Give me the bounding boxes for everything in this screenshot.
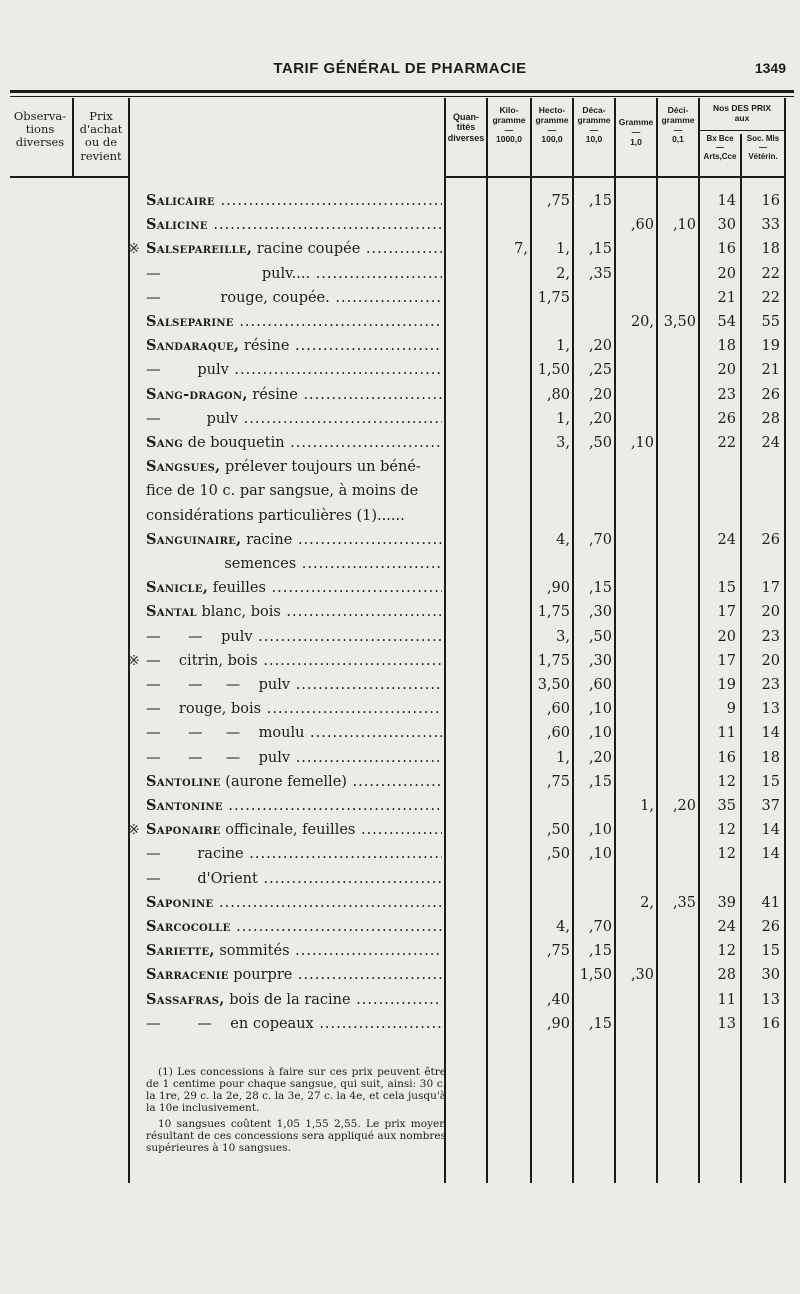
price-bx: 12 [717,943,736,960]
item-name-detail: semences [146,556,297,572]
price-soc: 13 [761,701,780,718]
item-name-detail: racine [241,531,293,548]
price-hecto: 1, [556,338,570,355]
price-hecto: ,40 [546,991,570,1008]
item-name [146,964,442,986]
price-deca: ,70 [588,531,612,548]
price-hecto: ,60 [546,701,570,718]
price-soc: 26 [761,919,780,935]
col-header-observations: Observa- tions diverses [13,109,67,150]
price-soc: 16 [761,1015,780,1032]
price-bx: 39 [717,894,736,911]
table-row [0,601,800,623]
price-soc: 55 [761,314,780,330]
item-name-detail: — — pulv [146,628,253,645]
price-hecto: 1,75 [537,604,570,621]
dot-leader [223,798,442,814]
table-row [0,771,800,793]
item-name-detail: racine coupée [252,241,361,258]
price-bx: 11 [717,725,736,742]
table-row [0,311,800,333]
item-name-detail: — — en copeaux [146,1015,314,1032]
item-name [146,916,442,938]
price-deca: ,60 [588,677,612,693]
dot-leader [244,846,442,862]
table-row [0,335,800,357]
item-name-detail: feuilles [208,580,266,597]
price-bx: 17 [717,604,736,621]
price-bx: 20 [717,362,736,379]
price-hecto: 1,75 [537,289,570,306]
col-header-hectogramme: Hecto- gramme — 100,0 [535,105,569,145]
price-deca: ,30 [588,604,612,621]
item-name-main: Sandaraque, [146,337,240,355]
table-row [0,359,800,381]
price-bx: 17 [717,652,736,669]
item-name [146,1013,442,1035]
price-soc: 17 [761,580,780,597]
price-soc: 19 [761,338,780,355]
item-name-main: Sangsues, [146,458,221,476]
item-name [146,698,442,720]
dot-leader [215,193,442,209]
price-soc: 26 [761,386,780,403]
item-name-detail: de bouquetin [183,435,285,451]
price-soc: 23 [761,677,780,693]
price-bx: 12 [717,822,736,839]
price-soc: 22 [761,289,780,306]
price-deca: ,15 [588,193,612,209]
table-row [0,843,800,865]
footnote-1: (1) Les concessions à faire sur ces prix peuvent être de 1 centime pour chaque sangsue, qui suit, ainsi: 30 c. la 1re, 29 c. la 2e, 28 c. la 3e, 27 c. la 4e, et cela jusqu'à la 10e inclusivement. [146,1066,446,1114]
table-row [0,795,800,817]
price-soc: 20 [761,652,780,669]
price-deca: ,20 [588,410,612,427]
item-name [146,577,442,599]
marker-icon: ※ [128,822,140,839]
item-name [146,214,442,236]
item-name-main: Salicine [146,216,208,234]
price-hecto: ,75 [546,193,570,209]
table-row [0,505,800,527]
item-name-detail: — — — moulu [146,725,305,742]
price-bx: 15 [717,580,736,597]
item-name [146,795,442,817]
dot-leader [238,411,442,427]
dot-leader [292,532,442,548]
price-deca: ,20 [588,749,612,766]
col-header-nos-des-prix: Nos DES PRIX aux [712,103,772,123]
item-name-detail: bois de la racine [224,991,351,1008]
item-name [146,432,442,454]
price-deci: 3,50 [663,314,696,330]
price-bx: 28 [717,967,736,984]
item-name-detail: prélever toujours un béné- [220,459,421,476]
table-row [0,432,800,454]
table-row [0,214,800,236]
price-hecto: ,50 [546,846,570,863]
dot-leader [347,774,442,790]
price-bx: 16 [717,241,736,258]
table-row [0,989,800,1011]
price-soc: 28 [761,410,780,427]
col-header-decigramme: Déci- gramme — 0,1 [661,105,695,145]
item-name [146,771,442,793]
dot-leader [310,266,442,282]
item-name [146,505,442,527]
price-deci: ,10 [672,217,696,234]
price-soc: 20 [761,604,780,621]
table-row [0,747,800,769]
price-soc: 23 [761,628,780,645]
item-name-detail: — — — pulv [146,749,291,766]
price-soc: 21 [761,362,780,379]
dot-leader [289,338,442,354]
price-gramme: 1, [640,798,654,814]
table-row [0,456,800,478]
table-row [0,819,800,841]
price-bx: 35 [717,798,736,814]
item-name [146,480,442,502]
price-hecto: ,75 [546,943,570,960]
col-header-bx: Bx Bce — Arts,Cce [703,134,737,162]
page-title: TARIF GÉNÉRAL DE PHARMACIE [273,60,527,77]
item-name-detail: — rouge, bois [146,701,262,718]
footnotes [146,1066,446,1158]
price-deca: ,10 [588,701,612,718]
item-name-main: Salsepareille, [146,240,253,258]
price-deca: ,30 [588,652,612,669]
item-name [146,940,442,962]
table-row [0,868,800,890]
item-name [146,601,442,623]
dot-leader [281,604,442,620]
dot-leader [304,725,442,741]
price-soc: 14 [761,725,780,742]
dot-leader [290,750,442,766]
price-deca: ,10 [588,822,612,839]
item-name [146,238,442,260]
price-bx: 22 [717,435,736,451]
item-name-detail: résine [247,386,298,403]
price-deca: ,20 [588,386,612,403]
item-name [146,529,442,551]
price-soc: 16 [761,193,780,209]
table-row [0,238,800,260]
dot-leader [208,217,442,233]
price-hecto: ,80 [546,386,570,403]
price-hecto: 4, [556,531,570,548]
dot-leader [213,895,442,911]
price-deca: ,35 [588,265,612,282]
price-bx: 30 [717,217,736,234]
item-name-main: Sariette, [146,942,215,960]
item-name [146,626,442,648]
price-bx: 19 [717,677,736,693]
dot-leader [360,241,442,257]
table-row [0,650,800,672]
col-header-quantites: Quan- tités diverses [447,112,485,143]
item-name-main: Sassafras, [146,990,225,1008]
price-soc: 41 [761,894,780,911]
price-soc: 22 [761,265,780,282]
price-bx: 18 [717,338,736,355]
price-deca: ,50 [588,628,612,645]
col-header-decagramme: Déca- gramme — 10,0 [577,105,611,145]
price-deca: ,25 [588,362,612,379]
col-header-gramme: Gramme — 1,0 [618,117,654,147]
table-row [0,190,800,212]
marker-icon: ※ [128,241,140,258]
price-soc: 37 [761,798,780,814]
price-soc: 26 [761,531,780,548]
price-deca: 1,50 [579,967,612,984]
dot-leader [234,314,442,330]
price-soc: 33 [761,217,780,234]
price-bx: 16 [717,749,736,766]
price-deca: ,70 [588,919,612,935]
header-divider-right [446,176,786,178]
table-row [0,1013,800,1035]
price-hecto: 1,75 [537,652,570,669]
dot-leader [285,435,442,451]
price-gramme: ,60 [630,217,654,234]
table-row [0,940,800,962]
price-deca: ,15 [588,773,612,790]
item-name-main: Sanguinaire, [146,530,242,548]
dot-leader [258,871,442,887]
item-name [146,408,442,430]
price-hecto: 3, [556,435,570,451]
table-row [0,408,800,430]
item-name [146,722,442,744]
item-name-detail: — d'Orient [146,870,258,887]
dot-leader [351,992,442,1008]
item-name-main: Santoline [146,772,221,790]
table-row [0,529,800,551]
price-hecto: ,90 [546,580,570,597]
item-name [146,989,442,1011]
item-name-main: Saponaire [146,821,221,839]
header-divider-left [10,176,130,178]
item-name-main: Salseparine [146,313,234,330]
item-name-main: Sang-dragon, [146,385,248,403]
price-hecto: ,75 [546,773,570,790]
dot-leader [229,362,442,378]
item-name [146,553,442,575]
price-deca: ,10 [588,725,612,742]
top-rule-thin [10,96,794,97]
item-name [146,287,442,309]
table-row [0,626,800,648]
table-row [0,263,800,285]
price-deca: ,50 [588,435,612,451]
item-name [146,868,442,890]
dot-leader [253,629,442,645]
price-soc: 13 [761,991,780,1008]
item-name [146,674,442,696]
price-bx: 12 [717,773,736,790]
price-soc: 15 [761,943,780,960]
item-name-detail: fice de 10 c. par sangsue, à moins de [146,483,419,500]
item-name-main: Sarcocolle [146,918,231,935]
price-soc: 15 [761,773,780,790]
price-deci: ,35 [672,894,696,911]
table-row [0,480,800,502]
table-row [0,577,800,599]
table-row [0,553,800,575]
item-name [146,359,442,381]
item-name [146,311,442,333]
item-name [146,650,442,672]
price-hecto: 1, [556,749,570,766]
price-hecto: ,90 [546,1015,570,1032]
footnote-2: 10 sangsues coûtent 1,05 1,55 2,55. Le prix moyen résultant de ces concessions sera appliqué aux nombres supérieures à 10 sangsues. [146,1118,446,1154]
dot-leader [290,677,442,693]
item-name-detail: officinale, feuilles [220,822,356,839]
price-soc: 14 [761,846,780,863]
page-number: 1349 [754,60,786,76]
dot-leader [258,653,442,669]
item-name-main: Sanicle, [146,579,209,597]
item-name [146,747,442,769]
item-name-detail: sommités [214,943,290,960]
dot-leader [330,290,442,306]
dot-leader [298,387,442,403]
col-header-kilogramme: Kilo- gramme — 1000,0 [492,105,526,145]
price-bx: 11 [717,991,736,1008]
price-deca: ,15 [588,580,612,597]
dot-leader [296,556,442,572]
price-hecto: ,60 [546,725,570,742]
price-deca: ,15 [588,943,612,960]
col-header-soc: Soc. Mls — Vétérin. [746,134,780,162]
price-bx: 23 [717,386,736,403]
table-row [0,916,800,938]
price-gramme: ,10 [630,435,654,451]
item-name-detail: blanc, bois [196,604,281,621]
item-name [146,819,442,841]
dot-leader [261,701,442,717]
item-name-detail: — racine [146,846,244,863]
item-name-detail: — pulv [146,362,229,379]
item-name-main: Sarracenie [146,966,229,984]
price-bx: 14 [717,193,736,209]
item-name [146,892,442,914]
price-soc: 14 [761,822,780,839]
header-subrule-prix [700,130,786,131]
table-row [0,964,800,986]
table-row [0,384,800,406]
price-hecto: 2, [556,265,570,282]
marker-icon: ※ [128,652,140,669]
price-deca: ,10 [588,846,612,863]
price-hecto: 1,50 [537,362,570,379]
price-hecto: 4, [556,919,570,935]
item-name [146,456,442,478]
item-name [146,843,442,865]
item-name [146,384,442,406]
price-hecto: 3,50 [537,677,570,693]
price-bx: 21 [717,289,736,306]
price-gramme: ,30 [630,967,654,984]
top-rule [10,90,794,93]
item-name-detail: — — — pulv [146,677,291,693]
price-deca: ,15 [588,1015,612,1032]
price-soc: 18 [761,749,780,766]
item-name-detail: — citrin, bois [146,652,258,669]
item-name-detail: considérations particulières (1)...... [146,507,405,524]
price-deci: ,20 [672,798,696,814]
table-row [0,287,800,309]
item-name [146,335,442,357]
item-name-detail: — rouge, coupée. [146,289,330,306]
price-soc: 24 [761,435,780,451]
item-name-detail: — pulv.... [146,265,311,282]
item-name-detail: (aurone femelle) [220,773,347,790]
item-name-main: Santal [146,603,197,621]
dot-leader [292,967,442,983]
table-row [0,892,800,914]
item-name-main: Sang [146,434,184,451]
price-hecto: ,50 [546,822,570,839]
price-soc: 18 [761,241,780,258]
col-rule-1 [72,98,74,178]
dot-leader [355,822,442,838]
price-kilo: 7, [514,241,528,258]
price-soc: 30 [761,967,780,984]
price-bx: 24 [717,531,736,548]
item-name-main: Salicaire [146,192,215,209]
price-hecto: 1, [556,410,570,427]
price-bx: 13 [717,1015,736,1032]
dot-leader [290,943,442,959]
dot-leader [314,1016,442,1032]
dot-leader [231,919,442,935]
table-row [0,698,800,720]
price-bx: 12 [717,846,736,863]
dot-leader [266,580,442,596]
price-hecto: 3, [556,628,570,645]
price-bx: 26 [717,410,736,427]
price-deca: ,20 [588,338,612,355]
price-deca: ,15 [588,241,612,258]
table-row [0,722,800,744]
price-bx: 20 [717,265,736,282]
price-hecto: 1, [556,241,570,258]
price-bx: 20 [717,628,736,645]
price-gramme: 20, [630,314,654,330]
item-name [146,263,442,285]
item-name-detail: pourpre [228,967,293,984]
item-name-detail: — pulv [146,410,239,427]
table-row [0,674,800,696]
item-name-main: Santonine [146,797,223,814]
item-name-main: Saponine [146,893,214,911]
item-name-detail: résine [239,338,290,355]
price-bx: 24 [717,919,736,935]
item-name [146,190,442,212]
price-bx: 54 [717,314,736,330]
price-bx: 9 [726,701,736,718]
col-header-prix-achat: Prix d'achat ou de revient [79,109,123,163]
price-gramme: 2, [640,894,654,911]
